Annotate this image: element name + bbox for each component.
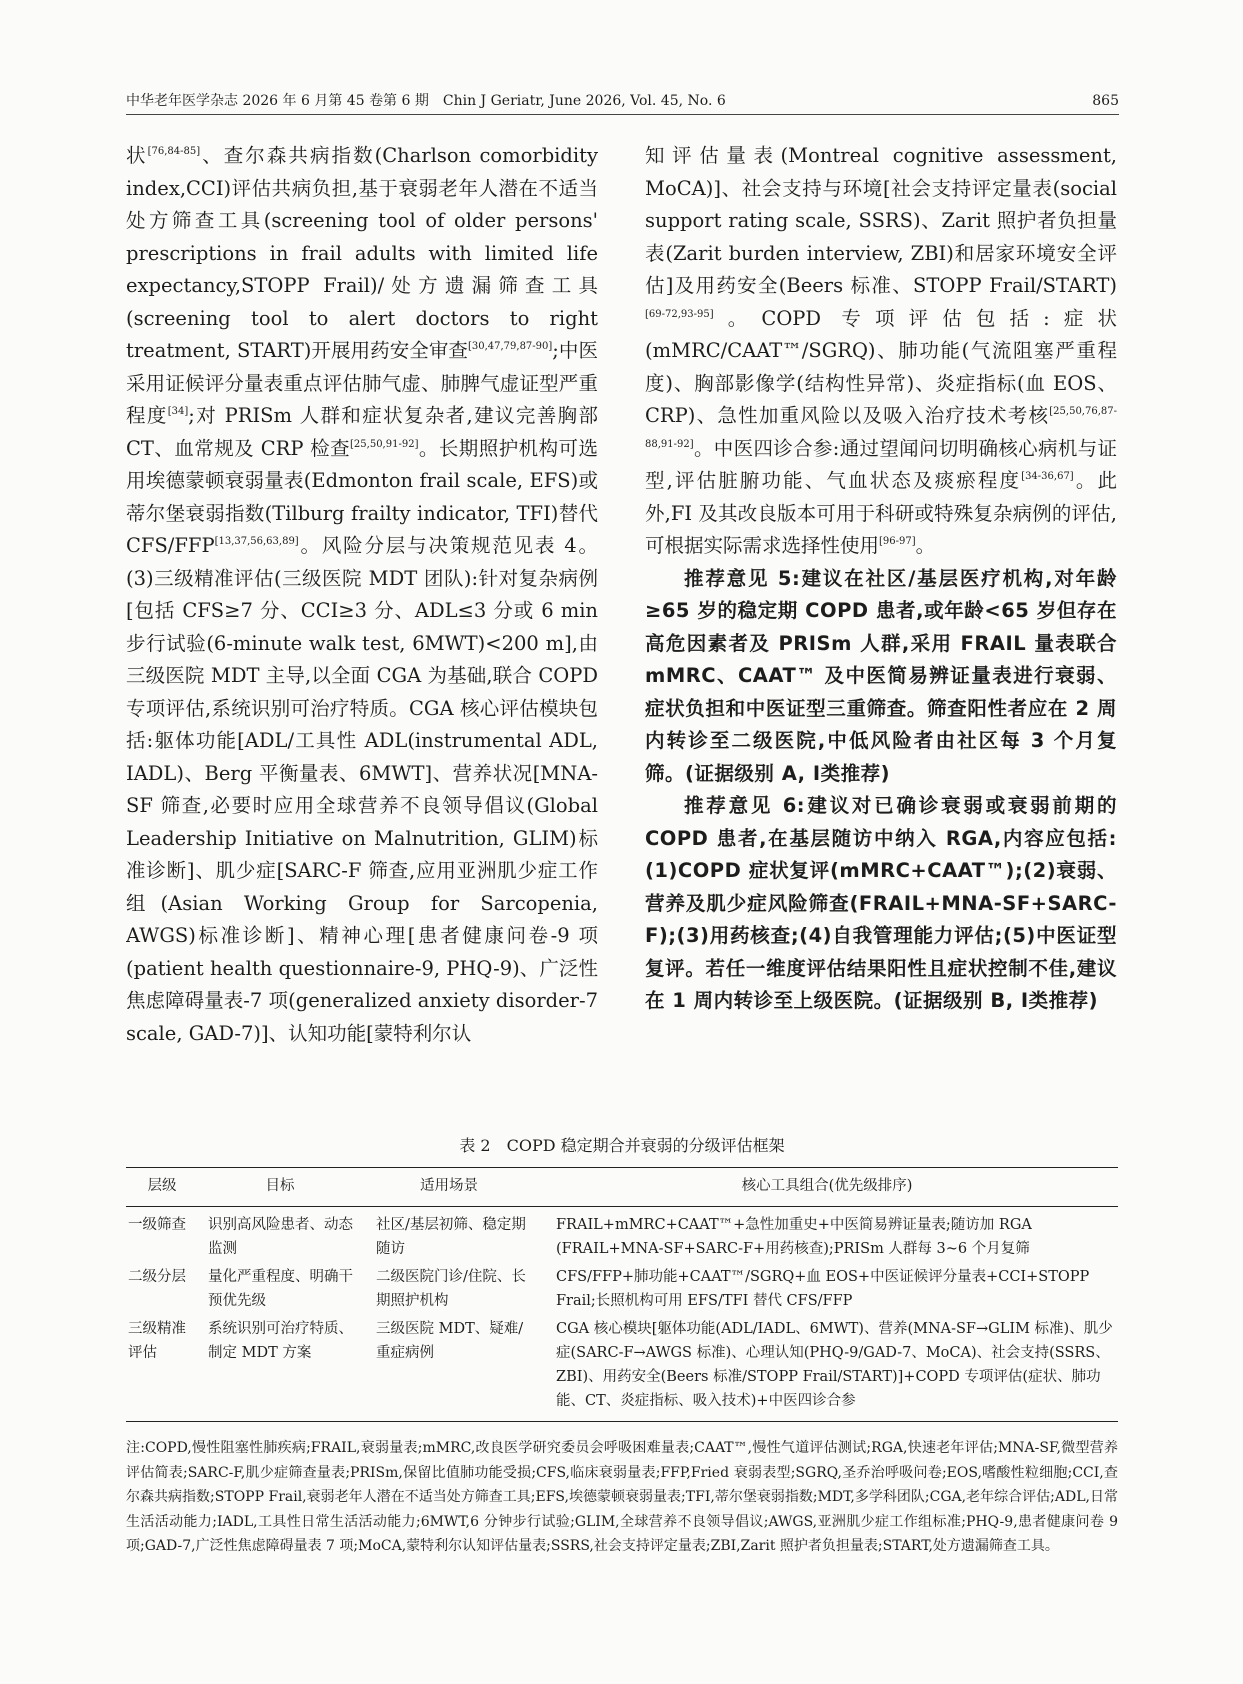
citation-ref: [69-72,93-95] [645, 308, 714, 320]
table-cell: 社区/基层初筛、稳定期随访 [376, 1217, 526, 1257]
table-cell: 识别高风险患者、动态监测 [208, 1217, 353, 1257]
table-cell: 二级分层 [128, 1269, 186, 1285]
table-cell: CFS/FFP+肺功能+CAAT™/SGRQ+血 EOS+中医证候评分量表+CCI+STOPP Frail;长照机构可用 EFS/TFI 替代 CFS/FFP [556, 1269, 1090, 1309]
table-cell: FRAIL+mMRC+CAAT™+急性加重史+中医简易辨证量表;随访加 RGA (FRAIL+MNA-SF+SARC-F+用药核查);PRISm 人群每 3~6 个月复筛 [556, 1217, 1032, 1257]
citation-ref: [30,47,79,87-90] [467, 341, 553, 352]
text-run: 。此外,FI 及其改良版本可用于科研或特殊复杂病例的评估,可根据实际需求选择性使用 [645, 469, 1117, 557]
right-column [645, 140, 1117, 1100]
text-run: 、查尔森共病指数(Charlson comorbidity index,CCI)评估共病负担,基于衰弱老年人潜在不适当处方筛查工具(screening tool of older persons' prescriptions in frail adults with limited life expectancy,STOPP Frail)/处方遗漏筛查工具(screening tool to alert doctors to right treatment, START)开展用药安全审查 [126, 144, 598, 362]
recommendation-5: 推荐意见 5:建议在社区/基层医疗机构,对年龄≥65 岁的稳定期 COPD 患者,或年龄<65 岁但存在高危因素者及 PRISm 人群,采用 FRAIL 量表联合 mMRC、CAAT™ 及中医简易辨证量表进行衰弱、症状负担和中医证型三重筛查。筛查阳性者应在 2 周内转诊至二级医院,中低风险者由社区每 3 个月复筛。(证据级别 A, Ⅰ类推荐) [645, 566, 1117, 785]
citation-ref: [34] [167, 406, 189, 417]
table-footnote: 注:COPD,慢性阻塞性肺疾病;FRAIL,衰弱量表;mMRC,改良医学研究委员会呼吸困难量表;CAAT™,慢性气道评估测试;RGA,快速老年评估;MNA-SF,微型营养评估简表;SARC-F,肌少症筛查量表;PRISm,保留比值肺功能受损;CFS,临床衰弱量表;FFP,Fried 衰弱表型;SGRQ,圣乔治呼吸问卷;EOS,嗜酸性粒细胞;CCI,查尔森共病指数;STOPP Frail,衰弱老年人潜在不适当处方筛查工具;EFS,埃德蒙顿衰弱量表;TFI,蒂尔堡衰弱指数;MDT,多学科团队;CGA,老年综合评估;ADL,日常生活活动能力;IADL,工具性日常生活活动能力;6MWT,6 分钟步行试验;GLIM,全球营养不良领导倡议;AWGS,亚洲肌少症工作组标准;PHQ-9,患者健康问卷 9 项;GAD-7,广泛性焦虑障碍量表 7 项;MoCA,蒙特利尔认知评估量表;SSRS,社会支持评定量表;ZBI,Zarit 照护者负担量表;START,处方遗漏筛查工具。 [126, 1440, 1118, 1554]
body-paragraph [645, 140, 1117, 563]
table-cell: 二级医院门诊/住院、长期照护机构 [376, 1269, 526, 1309]
text-run: ;对 PRISm 人群和症状复杂者,建议完善胸部 CT、血常规及 CRP 检查 [126, 404, 598, 460]
text-run: 。 [915, 534, 936, 557]
citation-ref: [25,50,76,87-88,91-92] [645, 406, 1117, 450]
table-row [126, 1207, 1118, 1264]
citation-ref: [96-97] [879, 536, 916, 547]
table-cell: 一级筛查 [128, 1217, 186, 1233]
column-header: 层级 [126, 1168, 198, 1207]
text-run: 。长期照护机构可选用埃德蒙顿衰弱量表(Edmonton frail scale, EFS)或蒂尔堡衰弱指数(Tilburg frailty indicator, TFI)替代 CFS/FFP [126, 436, 598, 557]
running-header [126, 88, 1119, 115]
body-paragraph [126, 140, 598, 1050]
page-number: 865 [1092, 93, 1119, 109]
text-run: 。风险分层与决策规范见表 4。(3)三级精准评估(三级医院 MDT 团队):针对复杂病例[包括 CFS≥7 分、CCI≥3 分、ADL≤3 分或 6 min 步行试验(6-minute walk test, 6MWT)<200 m],由三级医院 MDT 主导,以全面 CGA 为基础,联合 COPD 专项评估,系统识别可治疗特质。CGA 核心评估模块包括:躯体功能[ADL/工具性 ADL(instrumental ADL, IADL)、Berg 平衡量表、6MWT]、营养状况[MNA-SF 筛查,必要时应用全球营养不良领导倡议(Global Leadership Initiative on Malnutrition, GLIM)标准诊断]、肌少症[SARC-F 筛查,应用亚洲肌少症工作组(Asian Working Group for Sarcopenia, AWGS)标准诊断]、精神心理[患者健康问卷-9 项(patient health questionnaire-9, PHQ-9)、广泛性焦虑障碍量表-7 项(generalized anxiety disorder-7 scale, GAD-7)]、认知功能[蒙特利尔认 [126, 534, 598, 1045]
table-cell: CGA 核心模块[躯体功能(ADL/IADL、6MWT)、营养(MNA-SF→GLIM 标准)、肌少症(SARC-F→AWGS 标准)、心理认知(PHQ-9/GAD-7、MoCA)、社会支持(SSRS、ZBI)、用药安全(Beers 标准/STOPP Frail/START)]+COPD 专项评估(症状、肺功能、CT、炎症指标、吸入技术)+中医四诊合参 [536, 1315, 1118, 1422]
column-header: 目标 [198, 1168, 362, 1207]
text-run: ;中医采用证候评分量表重点评估肺气虚、肺脾气虚证型严重程度 [126, 339, 598, 427]
text-run: 状 [126, 144, 148, 167]
table-cell: 三级医院 MDT、疑难/重症病例 [362, 1315, 536, 1422]
citation-ref: [25,50,91-92] [350, 438, 419, 450]
citation-ref: [34-36,67] [1021, 471, 1074, 482]
text-run: 知评估量表(Montreal cognitive assessment, MoCA)]、社会支持与环境[社会支持评定量表(social support rating scale, SSRS)、Zarit 照护者负担量表(Zarit burden interview, ZBI)和居家环境安全评估]及用药安全(Beers 标准、STOPP Frail/START) [645, 144, 1117, 297]
column-header: 核心工具组合(优先级排序) [536, 1168, 1118, 1207]
table-title: 表 2 COPD 稳定期合并衰弱的分级评估框架 [459, 1136, 785, 1155]
citation-ref: [13,37,56,63,89] [214, 536, 299, 547]
recommendation-6: 推荐意见 6:建议对已确诊衰弱或衰弱前期的 COPD 患者,在基层随访中纳入 RGA,内容应包括:(1)COPD 症状复评(mMRC+CAAT™);(2)衰弱、营养及肌少症风险筛查(FRAIL+MNA-SF+SARC-F);(3)用药核查;(4)自我管理能力评估;(5)中医证型复评。若任一维度评估结果阳性且症状控制不佳,建议在 1 周内转诊至上级医院。(证据级别 B, Ⅰ类推荐) [645, 794, 1117, 1012]
citation-ref: [76,84-85] [147, 146, 201, 157]
text-run: 。COPD 专项评估包括:症状(mMRC/CAAT™/SGRQ)、肺功能(气流阻塞严重程度)、胸部影像学(结构性异常)、炎症指标(血 EOS、CRP)、急性加重风险以及吸入治疗技术考核 [645, 306, 1117, 427]
table-row [126, 1263, 1118, 1315]
column-header: 适用场景 [362, 1168, 536, 1207]
table-header-row [126, 1168, 1118, 1207]
text-run: 。中医四诊合参:通过望闻问切明确核心病机与证型,评估脏腑功能、气血状态及痰瘀程度 [645, 436, 1117, 492]
journal-citation: 中华老年医学杂志 2026 年 6 月第 45 卷第 6 期 Chin J Geriatr, June 2026, Vol. 45, No. 6 [126, 93, 726, 109]
left-column [126, 140, 598, 1100]
table-cell: 系统识别可治疗特质、制定 MDT 方案 [198, 1315, 362, 1422]
table-cell: 三级精准评估 [126, 1315, 198, 1422]
table-cell: 量化严重程度、明确干预优先级 [208, 1269, 353, 1309]
table-row [126, 1315, 1118, 1422]
assessment-framework-table [126, 1167, 1118, 1422]
